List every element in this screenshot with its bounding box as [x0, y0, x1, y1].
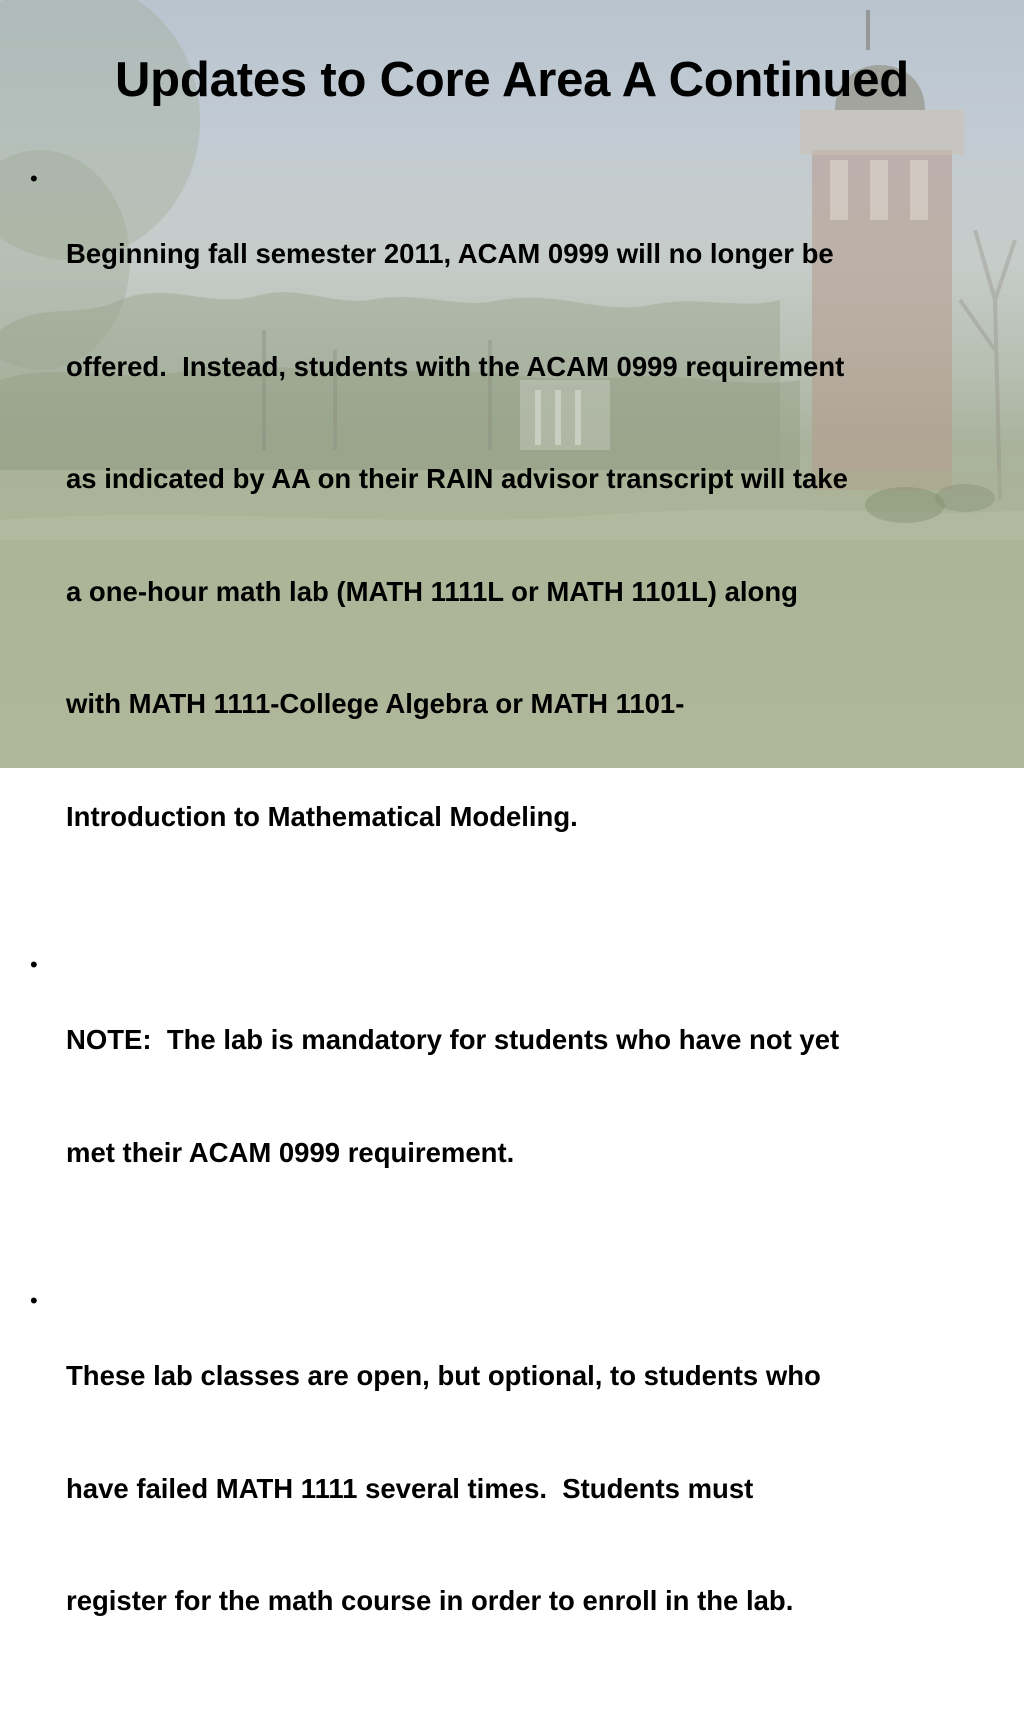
- bullet-line: NOTE: The lab is mandatory for students who have not yet: [66, 1024, 840, 1055]
- bullet-line: Introduction to Mathematical Modeling.: [66, 800, 578, 832]
- bullet-line: a one-hour math lab (MATH 1111L or MATH 1101L) along: [66, 575, 798, 607]
- bullet-line: register for the math course in order to enroll in the lab.: [66, 1585, 794, 1616]
- bullet-item: [30, 1282, 980, 1695]
- bullet-line: have failed MATH 1111 several times. Students must: [66, 1472, 754, 1504]
- bullet-line: as indicated by AA on their RAIN advisor transcript will take: [66, 463, 848, 494]
- bullet-marker: •: [30, 1288, 38, 1313]
- bullet-text: [66, 160, 966, 910]
- bullet-item: [30, 946, 980, 1246]
- bullet-text: [66, 1282, 966, 1695]
- bullet-item: [30, 160, 980, 910]
- bullet-marker: •: [30, 952, 38, 977]
- slide-title: Updates to Core Area A Continued: [115, 53, 909, 107]
- bullet-line: These lab classes are open, but optional, to students who: [66, 1360, 821, 1391]
- bullet-list: [30, 160, 980, 1731]
- bullet-line: offered. Instead, students with the ACAM 0999 requirement: [66, 350, 845, 382]
- bullet-line: with MATH 1111-College Algebra or MATH 1101-: [66, 688, 685, 719]
- bullet-text: [66, 946, 966, 1246]
- bullet-marker: •: [30, 166, 38, 191]
- bullet-line: met their ACAM 0999 requirement.: [66, 1136, 515, 1168]
- bullet-line: Beginning fall semester 2011, ACAM 0999 will no longer be: [66, 238, 834, 269]
